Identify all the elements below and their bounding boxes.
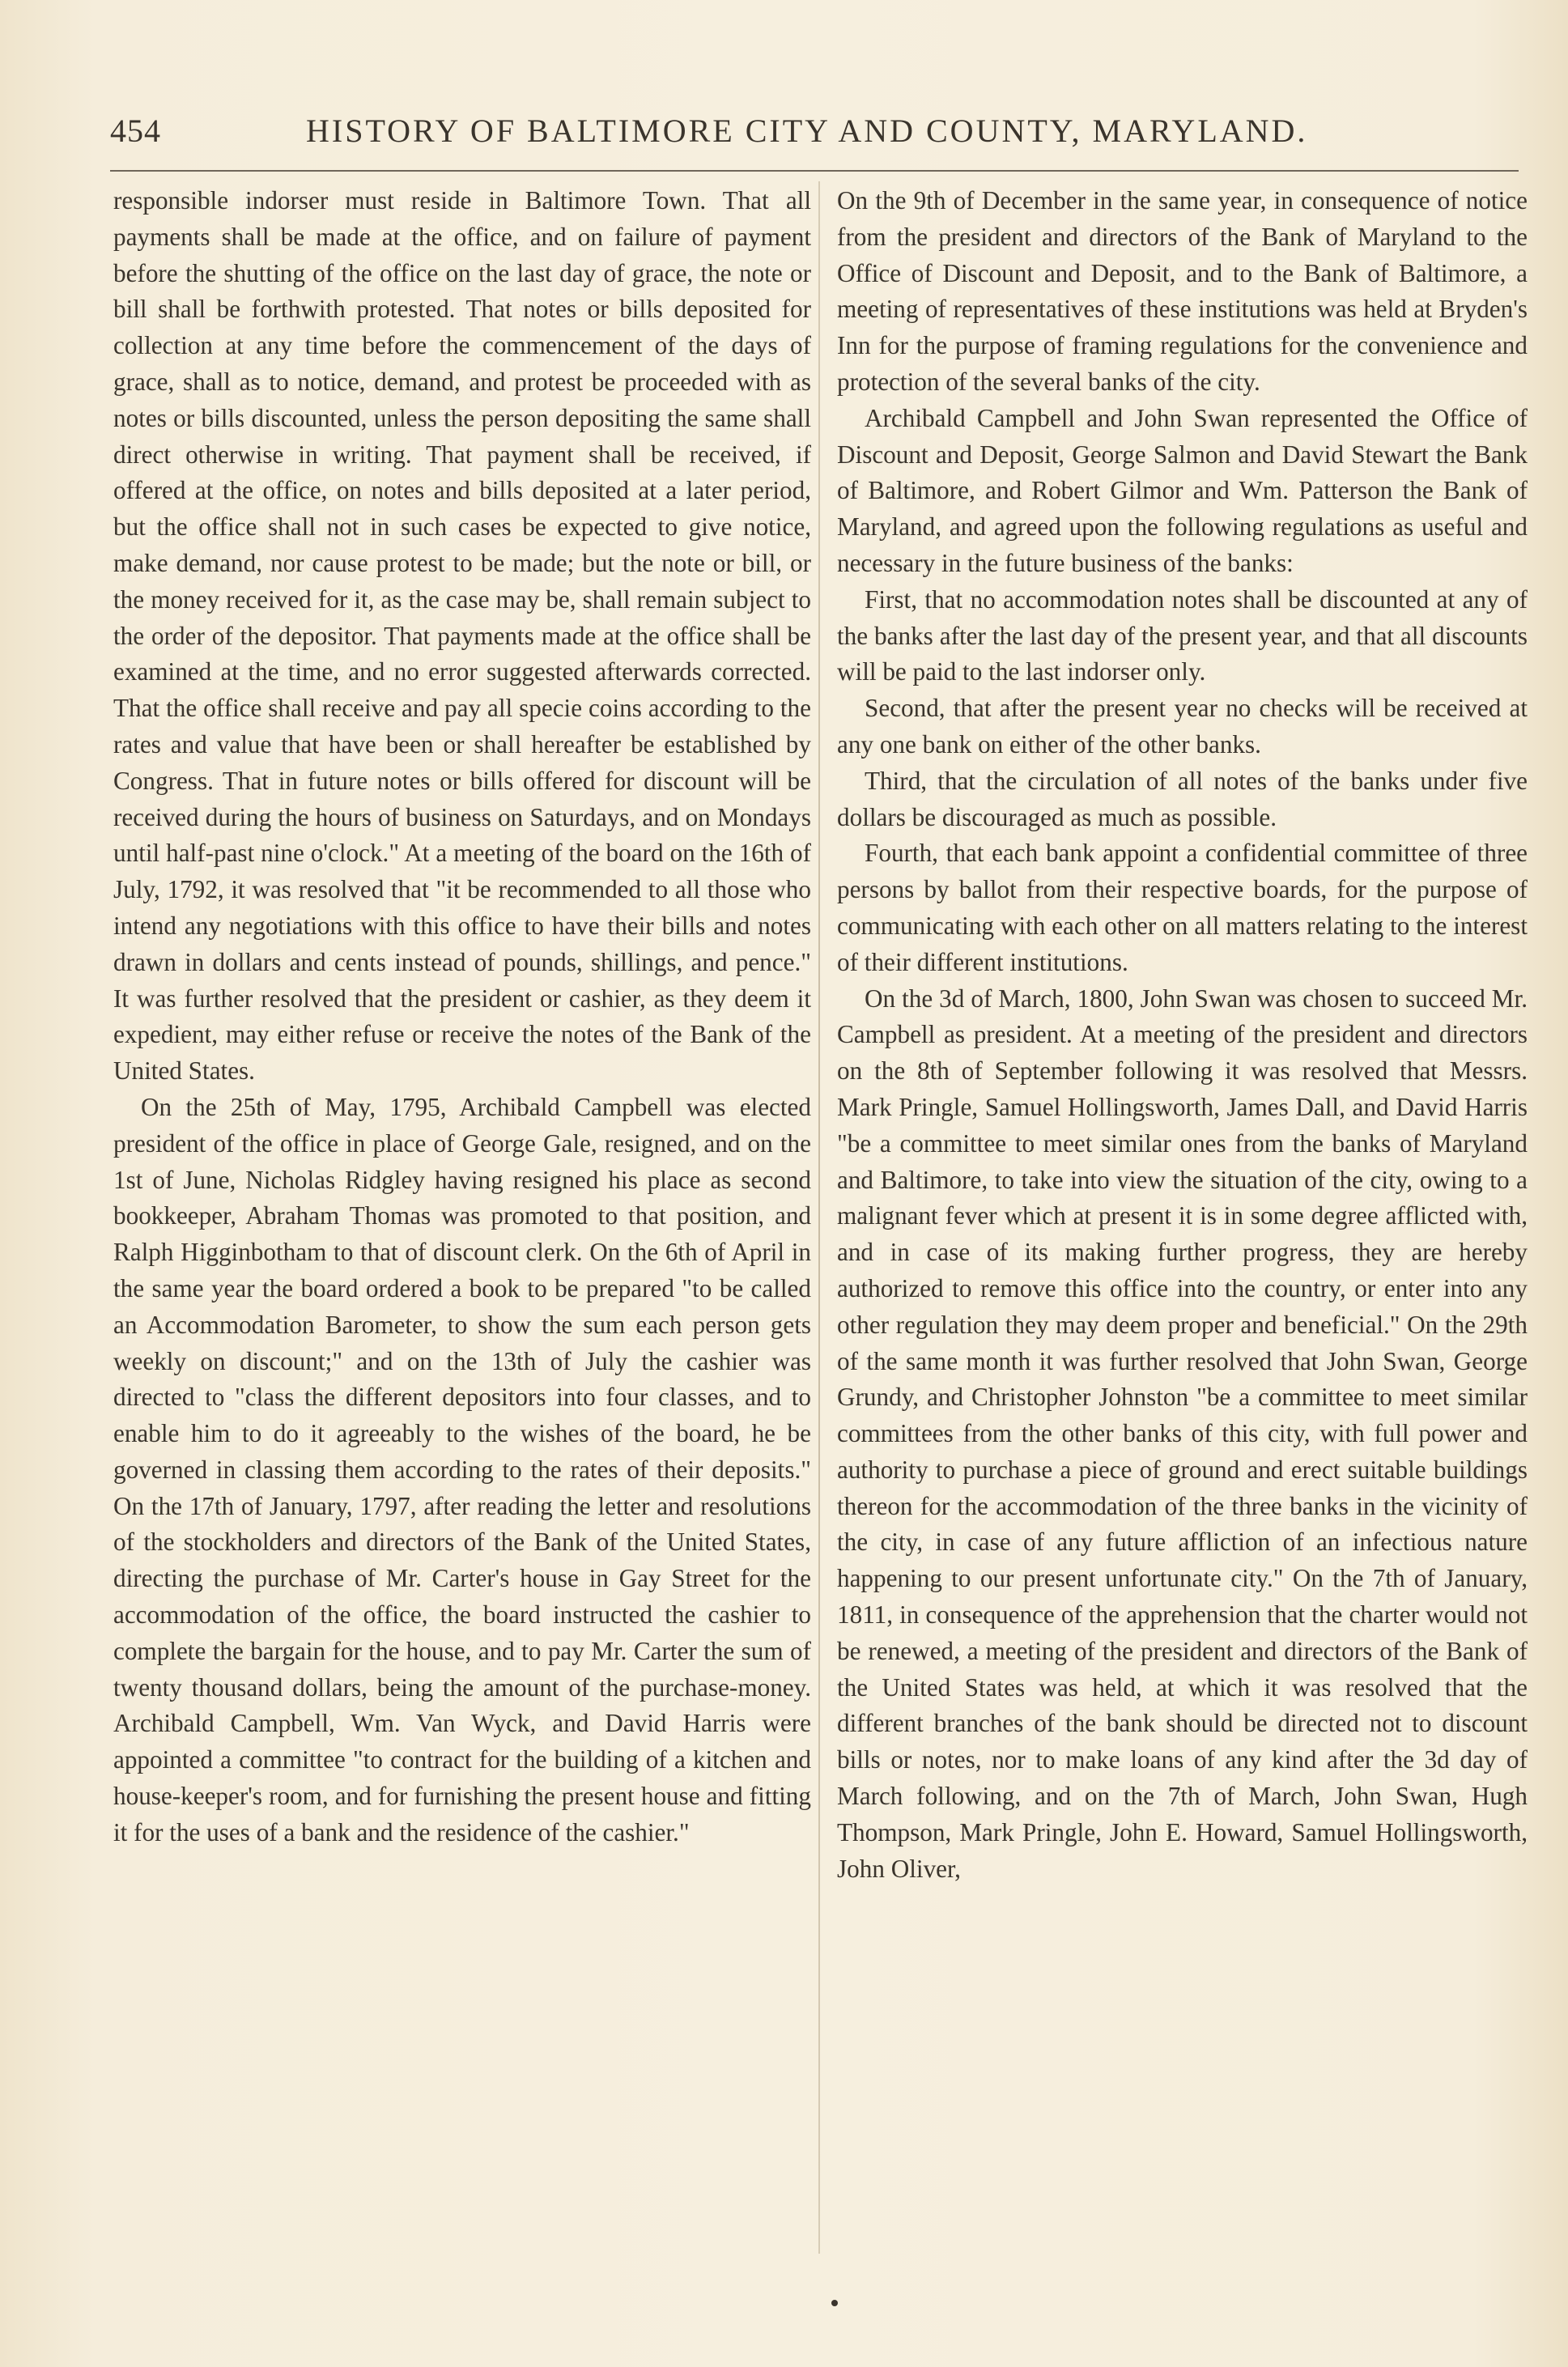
- header-rule: [110, 170, 1519, 172]
- right-paragraph-6: Fourth, that each bank appoint a confidential committee of three persons by ballot from their respective boards, for the purpose of communicating with each other on all matters relating to the interest of their different institutions.: [837, 839, 1528, 976]
- column-divider: [818, 181, 820, 2254]
- right-paragraph-3: First, that no accommodation notes shall be discounted at any of the banks after the last day of the present year, and that all discounts will be paid to the last indorser only.: [837, 584, 1528, 686]
- left-paragraph-1: responsible indorser must reside in Baltimore Town. That all payments shall be made at the office, and on failure of payment before the shutting of the office on the last day of grace, the note or bill shall be forthwith protested. That notes or bills deposited for collection at any time before the commencement of the days of grace, shall as to notice, demand, and protest be proceeded with as notes or bills discounted, unless the person depositing the same shall direct otherwise in writing. That payment shall be received, if offered at the office, on notes and bills deposited at a later period, but the office shall not in such cases be expected to give notice, make demand, nor cause protest to be made; but the note or bill, or the money received for it, as the case may be, shall remain subject to the order of the depositor. That payments made at the office shall be examined at the time, and no error suggested afterwards corrected. That the office shall receive and pay all specie coins according to the rates and value that have been or shall hereafter be established by Congress. That in future notes or bills offered for discount will be received during the hours of business on Saturdays, and on Mondays until half-past nine o'clock." At a meeting of the board on the 16th of July, 1792, it was resolved that "it be recommended to all those who intend any negotiations with this office to have their bills and notes drawn in dollars and cents instead of pounds, shillings, and pence." It was further resolved that the president or cashier, as they deem it expedient, may either refuse or receive the notes of the Bank of the United States.: [113, 186, 811, 1086]
- running-title: HISTORY OF BALTIMORE CITY AND COUNTY, MARYLAND.: [306, 113, 1308, 149]
- right-column: [837, 183, 1528, 2255]
- right-paragraph-1: On the 9th of December in the same year, in consequence of notice from the president and directors of the Bank of Maryland to the Office of Discount and Deposit, and to the Bank of Baltimore, a meeting of representatives of these institutions was held at Bryden's Inn for the purpose of framing regulations for the convenience and protection of the several banks of the city.: [837, 186, 1528, 396]
- left-paragraph-2: On the 25th of May, 1795, Archibald Campbell was elected president of the office in place of George Gale, resigned, and on the 1st of June, Nicholas Ridgley having resigned his place as second bookkeeper, Abraham Thomas was promoted to that position, and Ralph Higginbotham to that of discount clerk. On the 6th of April in the same year the board ordered a book to be prepared "to be called an Accommodation Barometer, to show the sum each person gets weekly on discount;" and on the 13th of July the cashier was directed to "class the different depositors into four classes, and to enable him to do it agreeably to the wishes of the board, he be governed in classing them according to the rates of their deposits." On the 17th of January, 1797, after reading the letter and resolutions of the stockholders and directors of the Bank of the United States, directing the purchase of Mr. Carter's house in Gay Street for the accommodation of the office, the board instructed the cashier to complete the bargain for the house, and to pay Mr. Carter the sum of twenty thousand dollars, being the amount of the purchase-money. Archibald Campbell, Wm. Van Wyck, and David Harris were appointed a committee "to contract for the building of a kitchen and house-keeper's room, and for furnishing the present house and fitting it for the uses of a bank and the residence of the cashier.": [113, 1092, 811, 1846]
- page-number: 454: [110, 113, 161, 149]
- left-column: [113, 183, 811, 2255]
- right-paragraph-4: Second, that after the present year no checks will be received at any one bank on either of the other banks.: [837, 694, 1528, 759]
- printer-mark-dot: [831, 2300, 838, 2306]
- page-header: [110, 112, 1519, 160]
- right-paragraph-5: Third, that the circulation of all notes of the banks under five dollars be discouraged as much as possible.: [837, 766, 1528, 831]
- right-paragraph-7: On the 3d of March, 1800, John Swan was chosen to succeed Mr. Campbell as president. At a meeting of the president and directors on the 8th of September following it was resolved that Messrs. Mark Pringle, Samuel Hollingsworth, James Dall, and David Harris "be a committee to meet similar ones from the banks of Maryland and Baltimore, to take into view the situation of the city, owing to a malignant fever which at present it is in some degree afflicted with, and in case of its making further progress, they are hereby authorized to remove this office into the country, or enter into any other regulation they may deem proper and beneficial." On the 29th of the same month it was further resolved that John Swan, George Grundy, and Christopher Johnston "be a committee to meet similar committees from the other banks of this city, with full power and authority to purchase a piece of ground and erect suitable buildings thereon for the accommodation of the three banks in the vicinity of the city, in case of any future affliction of an infectious nature happening to our present unfortunate city." On the 7th of January, 1811, in consequence of the apprehension that the charter would not be renewed, a meeting of the president and directors of the Bank of the United States was held, at which it was resolved that the different branches of the bank should be directed not to discount bills or notes, nor to make loans of any kind after the 3d day of March following, and on the 7th of March, John Swan, Hugh Thompson, Mark Pringle, John E. Howard, Samuel Hollingsworth, John Oliver,: [837, 984, 1528, 1883]
- right-paragraph-2: Archibald Campbell and John Swan represented the Office of Discount and Deposit, George Salmon and David Stewart the Bank of Baltimore, and Robert Gilmor and Wm. Patterson the Bank of Maryland, and agreed upon the following regulations as useful and necessary in the future business of the banks:: [837, 403, 1528, 577]
